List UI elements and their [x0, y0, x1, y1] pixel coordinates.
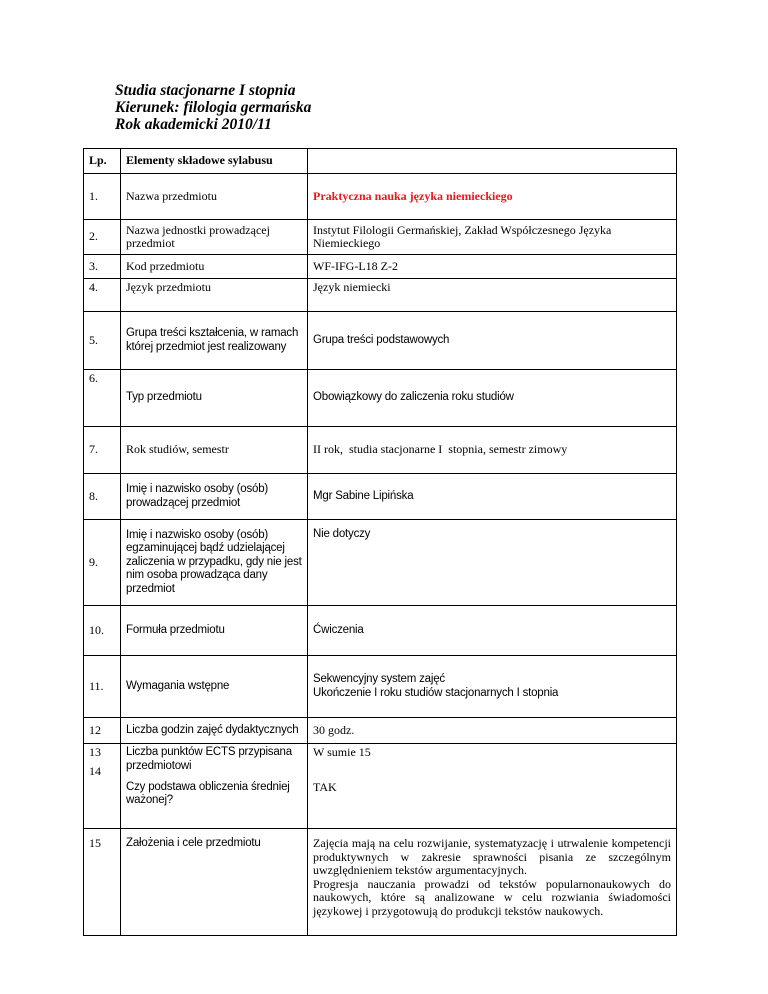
- header-empty: [308, 149, 677, 174]
- row-number: 12: [84, 718, 121, 744]
- syllabus-table: [83, 148, 677, 936]
- row-value: Nie dotyczy: [308, 520, 677, 606]
- table-row: [84, 279, 677, 312]
- row-number: 8.: [84, 474, 121, 520]
- row-value: Obowiązkowy do zaliczenia roku studiów: [308, 370, 677, 427]
- table-row: [84, 744, 677, 779]
- row-label: Liczba punktów ECTS przypisana przedmiotowi: [121, 744, 308, 779]
- row-number: 2.: [84, 220, 121, 255]
- table-row: [84, 370, 677, 427]
- table-row: [84, 427, 677, 474]
- table-row: [84, 220, 677, 255]
- row-label: Grupa treści kształcenia, w ramach której przedmiot jest realizowany: [121, 312, 308, 370]
- requirements-line-1: Sekwencyjny system zajęć: [313, 673, 445, 685]
- header-study-mode: Studia stacjonarne I stopnia: [115, 82, 296, 99]
- row-value-course-name: Praktyczna nauka języka niemieckiego: [308, 174, 677, 220]
- row-label: Rok studiów, semestr: [121, 427, 308, 474]
- row-label: Imię i nazwisko osoby (osób) egzaminującej bądź udzielającej zaliczenia w przypadku, gdy nie jest nim osoba prowadząca dany przedmiot: [121, 520, 308, 606]
- row-value: Grupa treści podstawowych: [308, 312, 677, 370]
- row-number: 10.: [84, 606, 121, 656]
- row-number: 3.: [84, 255, 121, 279]
- row-number: 5.: [84, 312, 121, 370]
- table-row: [84, 474, 677, 520]
- table-row: [84, 718, 677, 744]
- row-number: 9.: [84, 520, 121, 606]
- table-row: [84, 255, 677, 279]
- table-row: [84, 520, 677, 606]
- table-header-row: [84, 149, 677, 174]
- row-label: Założenia i cele przedmiotu: [121, 829, 308, 936]
- row-number: 6.: [84, 370, 121, 427]
- requirements-line-2: Ukończenie I roku studiów stacjonarnych I stopnia: [313, 686, 559, 699]
- row-value: Instytut Filologii Germańskiej, Zakład Współczesnego Języka Niemieckiego: [308, 220, 677, 255]
- row-number: 1.: [84, 174, 121, 220]
- table-row: [84, 312, 677, 370]
- row-number: 14: [89, 763, 101, 778]
- row-label: Nazwa jednostki prowadzącej przedmiot: [121, 220, 308, 255]
- table-row: [84, 174, 677, 220]
- header-lp: Lp.: [84, 149, 121, 174]
- header-elements: Elementy składowe sylabusu: [121, 149, 308, 174]
- row-number: 4.: [84, 279, 121, 312]
- row-value: 30 godz.: [308, 718, 677, 744]
- row-label: Typ przedmiotu: [121, 370, 308, 427]
- row-value: II rok, studia stacjonarne I stopnia, semestr zimowy: [308, 427, 677, 474]
- table-row: [84, 656, 677, 718]
- document-header: [115, 82, 311, 133]
- table-row: [84, 606, 677, 656]
- row-value: W sumie 15: [308, 744, 677, 779]
- row-value: Ćwiczenia: [308, 606, 677, 656]
- row-label: Formuła przedmiotu: [121, 606, 308, 656]
- row-number: 13: [89, 745, 101, 759]
- row-label: Kod przedmiotu: [121, 255, 308, 279]
- row-label: Czy podstawa obliczenia średniej ważonej?: [121, 779, 308, 829]
- row-number: 7.: [84, 427, 121, 474]
- goals-paragraph-2: Progresja nauczania prowadzi od tekstów popularnonaukowych do naukowych, które są analizowane w celu rozwiania świadomości językowej i przygotowują do produkcji tekstów naukowych.: [313, 876, 671, 918]
- row-value: WF-IFG-L18 Z-2: [308, 255, 677, 279]
- row-label: Język przedmiotu: [121, 279, 308, 312]
- row-label: Imię i nazwisko osoby (osób) prowadzącej przedmiot: [121, 474, 308, 520]
- row-value: [308, 656, 677, 718]
- row-label: Liczba godzin zajęć dydaktycznych: [121, 718, 308, 744]
- table-row: [84, 779, 677, 829]
- row-value: [308, 829, 677, 936]
- row-number-pair: [84, 744, 121, 829]
- row-label: Nazwa przedmiotu: [121, 174, 308, 220]
- row-number: 11.: [84, 656, 121, 718]
- header-major: Kierunek: filologia germańska: [115, 99, 312, 116]
- row-value: Język niemiecki: [308, 279, 677, 312]
- header-academic-year: Rok akademicki 2010/11: [115, 116, 272, 133]
- goals-paragraph-1: Zajęcia mają na celu rozwijanie, systematyzację i utrwalenie kompetencji produktywnych w zakresie sprawności pisania ze szczególnym uwzględnieniem tekstów argumentacyjnych.: [313, 836, 671, 877]
- row-value: Mgr Sabine Lipińska: [308, 474, 677, 520]
- row-value: TAK: [308, 779, 677, 829]
- table-row: [84, 829, 677, 936]
- row-number: 15: [84, 829, 121, 936]
- row-label: Wymagania wstępne: [121, 656, 308, 718]
